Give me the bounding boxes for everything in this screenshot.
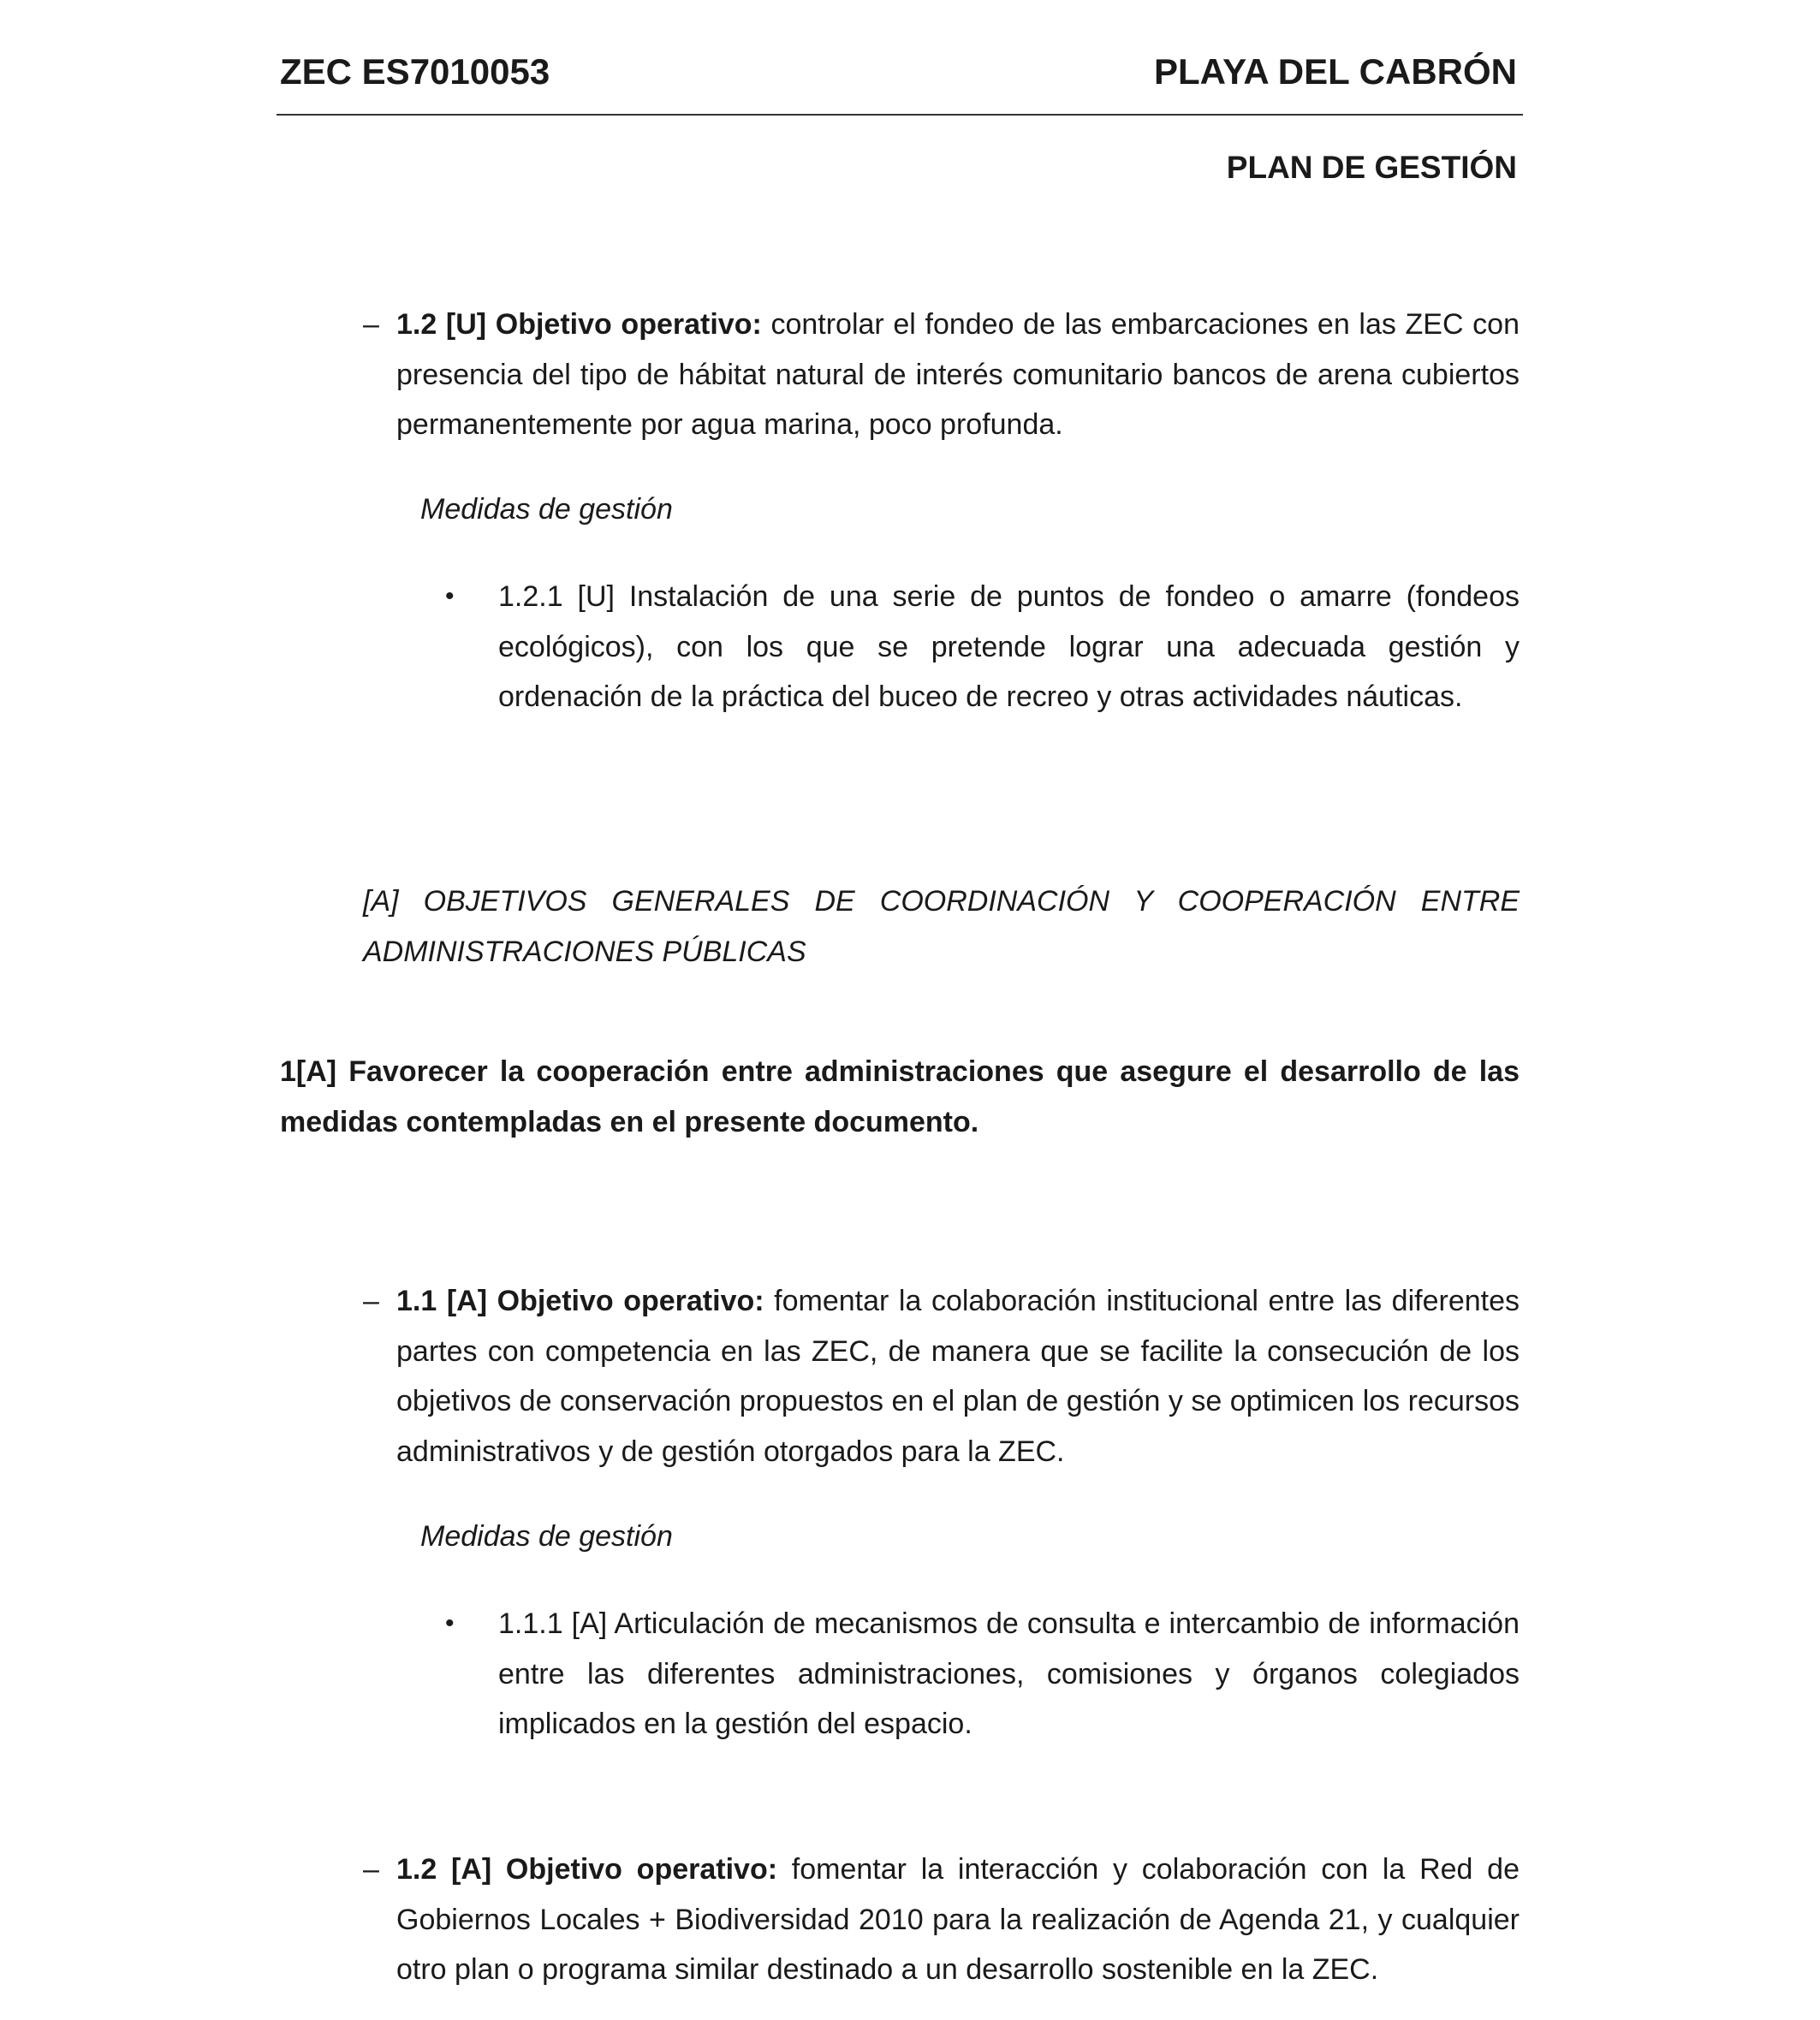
objective-label: 1.2 [A] Objetivo operativo: — [396, 1853, 778, 1886]
measure-1-1-1-a: 1.1.1 [A] Articulación de mecanismos de consulta e intercambio de información entre las diferentes administraciones, comisiones y órganos colegiados implicados en la gestión del espacio. — [498, 1607, 1520, 1740]
list-dash: – — [363, 1853, 379, 1886]
general-objective-1-a: 1[A] Favorecer la cooperación entre administraciones que asegure el desarrollo de las medidas contempladas en el presente documento. — [280, 1055, 1520, 1138]
header-site-code: ZEC ES7010053 — [280, 51, 550, 92]
measure-1-2-1-u: 1.2.1 [U] Instalación de una serie de puntos de fondeo o amarre (fondeos ecológicos), con los que se pretende lograr una adecuada gestión y ordenación de la práctica del buceo de recreo y otras actividades náuticas. — [498, 580, 1520, 713]
document-subtitle: PLAN DE GESTIÓN — [1226, 150, 1517, 185]
header-site-name: PLAYA DEL CABRÓN — [1154, 51, 1517, 92]
objective-label: 1.1 [A] Objetivo operativo: — [396, 1285, 764, 1317]
list-dash: – — [363, 1285, 379, 1317]
list-bullet: • — [445, 582, 455, 610]
medidas-label: Medidas de gestión — [420, 1520, 673, 1553]
list-bullet: • — [445, 1609, 455, 1637]
objective-1-1-a — [396, 1276, 1520, 1476]
medidas-label: Medidas de gestión — [420, 493, 673, 526]
objective-label: 1.2 [U] Objetivo operativo: — [396, 308, 762, 341]
section-heading-a: [A] OBJETIVOS GENERALES DE COORDINACIÓN Y COOPERACIÓN ENTRE ADMINISTRACIONES PÚBLICAS — [363, 885, 1520, 968]
objective-text: fomentar la interacción y colaboración con la Red de Gobiernos Locales + Biodiversidad 2010 para la realización de Agenda 21, y cualquier otro plan o programa similar destinado a un desarrollo sostenible en la ZEC. — [396, 1853, 1520, 1986]
objective-1-2-u — [396, 300, 1520, 450]
objective-text: controlar el fondeo de las embarcaciones en las ZEC con presencia del tipo de hábitat natural de interés comunitario bancos de arena cubiertos permanentemente por agua marina, poco profunda. — [396, 308, 1520, 441]
objective-text: fomentar la colaboración institucional entre las diferentes partes con competencia en las ZEC, de manera que se facilite la consecución de los objetivos de conservación propuestos en el plan de gestión y se optimicen los recursos administrativos y de gestión otorgados para la ZEC. — [396, 1285, 1520, 1468]
objective-1-2-a — [396, 1845, 1520, 1995]
list-dash: – — [363, 308, 379, 341]
header-divider — [277, 114, 1523, 116]
